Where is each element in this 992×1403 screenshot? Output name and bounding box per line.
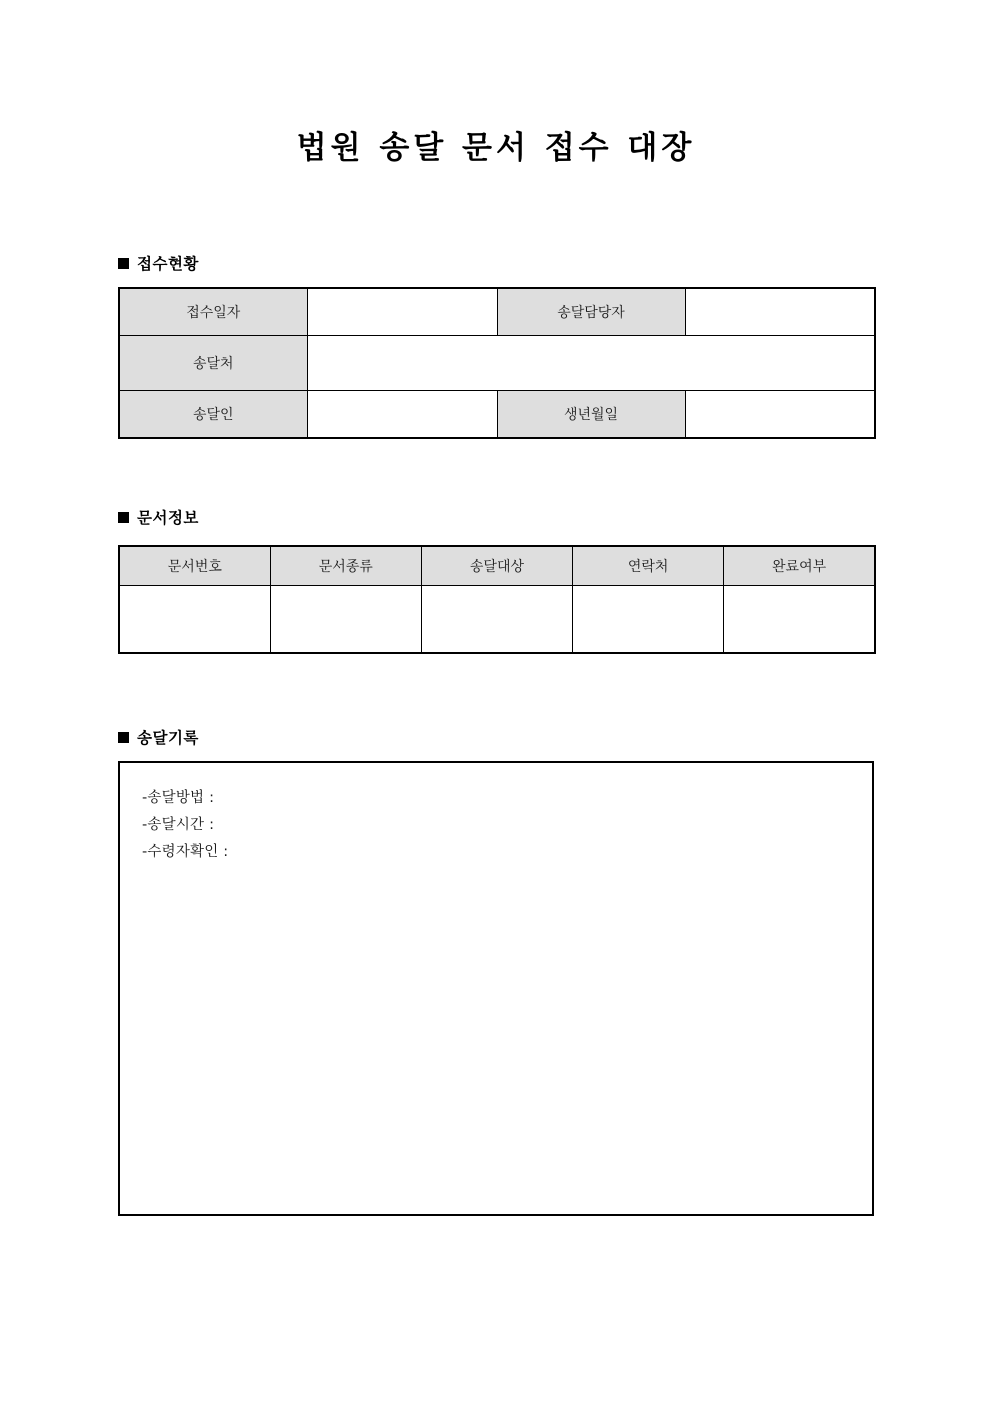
document-info-table <box>118 545 876 654</box>
section-heading-record <box>118 726 199 748</box>
column-header-delivery-target: 송달대상 <box>421 546 572 586</box>
black-square-bullet-icon <box>118 258 129 269</box>
receipt-status-table <box>118 287 876 439</box>
label-receipt-date: 접수일자 <box>119 288 307 336</box>
record-line-recipient-confirm: -수령자확인 : <box>142 844 229 860</box>
table-row <box>119 391 875 439</box>
section-heading-receipt <box>118 252 199 274</box>
black-square-bullet-icon <box>118 512 129 523</box>
record-line-delivery-method: -송달방법 : <box>142 790 215 806</box>
delivery-record-box[interactable] <box>118 761 874 1216</box>
section-heading-docinfo <box>118 506 199 528</box>
label-birthdate: 생년월일 <box>497 391 685 439</box>
section-heading-docinfo-label: 문서정보 <box>137 509 199 527</box>
label-deliverer: 송달인 <box>119 391 307 439</box>
cell-doc-type[interactable] <box>270 586 421 654</box>
column-header-doc-number: 문서번호 <box>119 546 270 586</box>
label-delivery-place: 송달처 <box>119 336 307 391</box>
table-row <box>119 288 875 336</box>
field-delivery-officer[interactable] <box>685 288 875 336</box>
field-deliverer[interactable] <box>307 391 497 439</box>
cell-contact[interactable] <box>573 586 724 654</box>
field-receipt-date[interactable] <box>307 288 497 336</box>
section-heading-record-label: 송달기록 <box>137 729 199 747</box>
cell-completion[interactable] <box>724 586 875 654</box>
field-birthdate[interactable] <box>685 391 875 439</box>
page-title: 법원 송달 문서 접수 대장 <box>296 130 696 166</box>
black-square-bullet-icon <box>118 732 129 743</box>
column-header-contact: 연락처 <box>573 546 724 586</box>
table-row <box>119 336 875 391</box>
label-delivery-officer: 송달담당자 <box>497 288 685 336</box>
column-header-doc-type: 문서종류 <box>270 546 421 586</box>
record-lines <box>120 763 872 866</box>
field-delivery-place[interactable] <box>307 336 875 391</box>
cell-doc-number[interactable] <box>119 586 270 654</box>
record-line-delivery-time: -송달시간 : <box>142 817 215 833</box>
table-row <box>119 586 875 654</box>
section-heading-receipt-label: 접수현황 <box>137 255 199 273</box>
cell-delivery-target[interactable] <box>421 586 572 654</box>
column-header-completion: 완료여부 <box>724 546 875 586</box>
table-header-row <box>119 546 875 586</box>
